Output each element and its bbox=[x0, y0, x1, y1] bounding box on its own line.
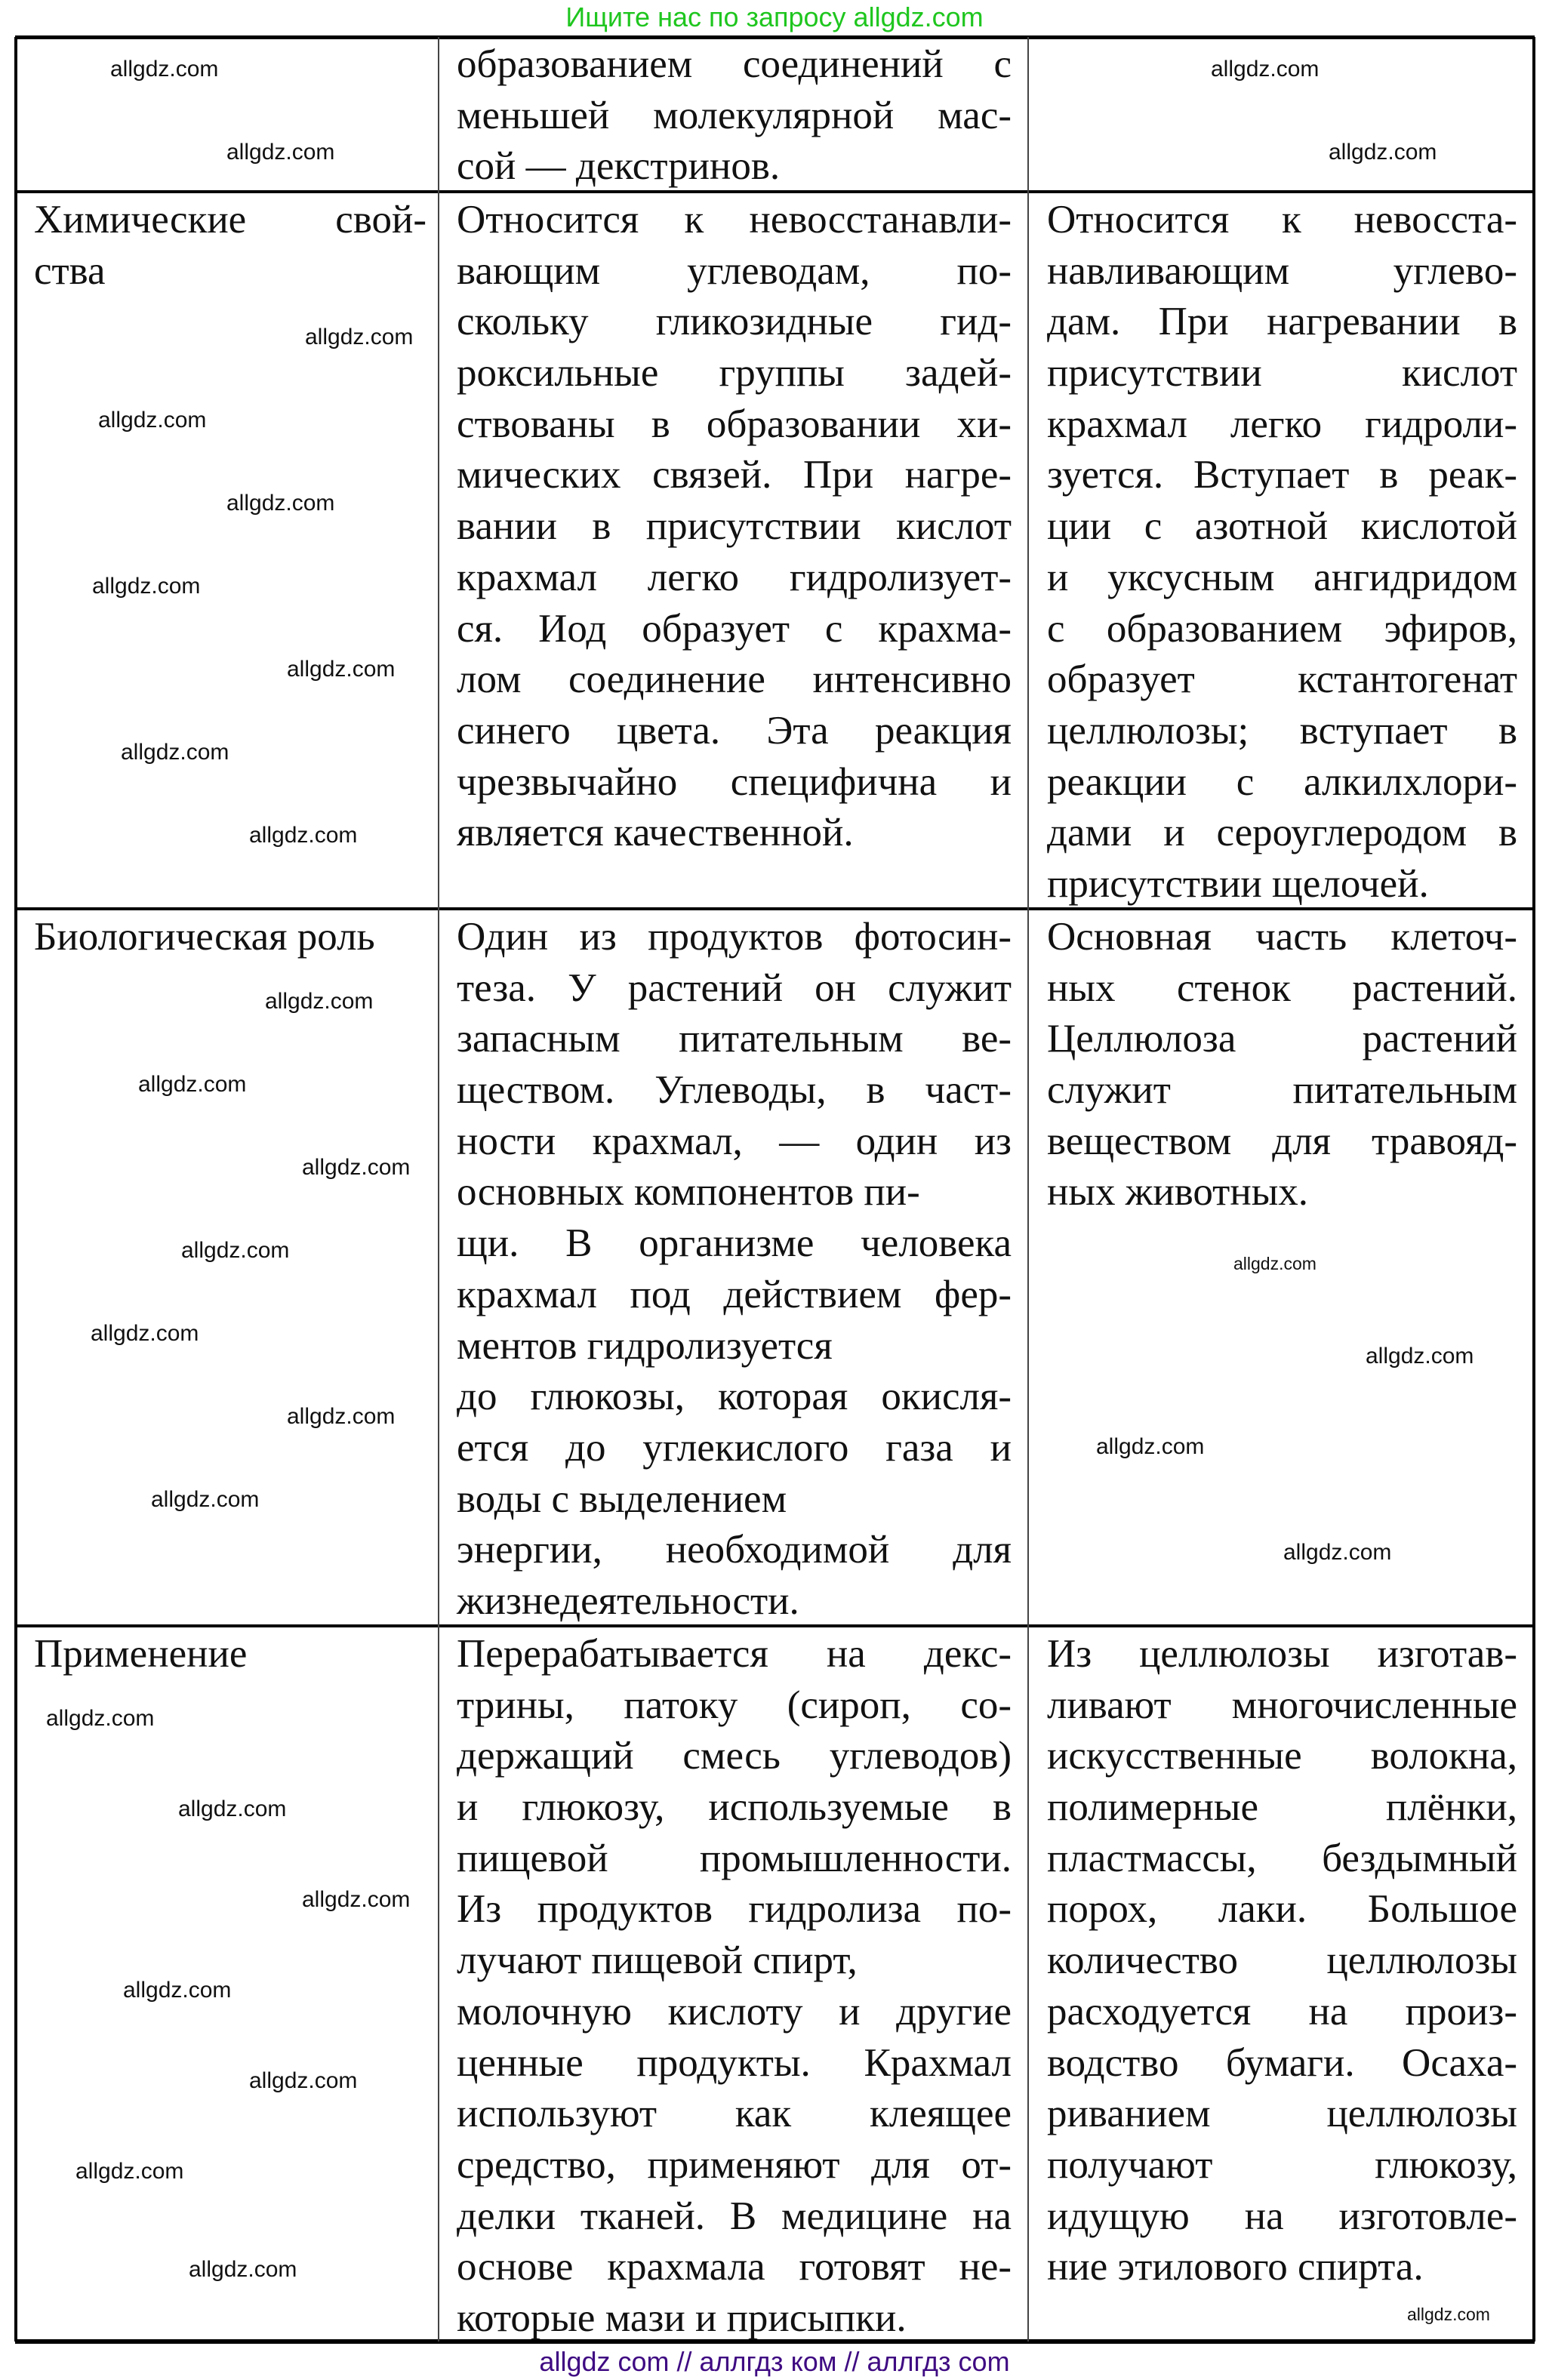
text-line: дами и сероуглеродом в bbox=[1047, 811, 1517, 855]
text-line: целлюлозы; вступает в bbox=[1047, 708, 1517, 753]
watermark: allgdz.com bbox=[92, 574, 201, 599]
text-line: держащий смесь углеводов) bbox=[457, 1734, 1012, 1778]
watermark: allgdz.com bbox=[265, 989, 374, 1014]
text-line: Относится к невосста- bbox=[1047, 198, 1517, 242]
text-line: количество целлюлозы bbox=[1047, 1938, 1517, 1983]
text-line: ности крахмал, — один из bbox=[457, 1119, 1012, 1163]
watermark: allgdz.com bbox=[1329, 140, 1437, 165]
text-line: энергии, необходимой для bbox=[457, 1528, 1012, 1572]
watermark: allgdz.com bbox=[181, 1238, 290, 1263]
text-line: синего цвета. Эта реакция bbox=[457, 708, 1012, 753]
text-line: пищевой промышленности. bbox=[457, 1836, 1012, 1880]
text-line: молочную кислоту и другие bbox=[457, 1989, 1012, 2034]
text-line: реакции с алкилхлори- bbox=[1047, 759, 1517, 804]
watermark: allgdz.com bbox=[98, 408, 207, 433]
text-line: ется до углекислого газа и bbox=[457, 1425, 1012, 1470]
text-line: Применение bbox=[34, 1632, 248, 1676]
text-line: водство бумаги. Осаха- bbox=[1047, 2040, 1517, 2085]
column-divider bbox=[1027, 37, 1029, 2342]
watermark: allgdz.com bbox=[1366, 1344, 1474, 1369]
watermark: allgdz.com bbox=[287, 657, 396, 682]
text-line: порох, лаки. Большое bbox=[1047, 1887, 1517, 1932]
text-line: Из продуктов гидролиза по- bbox=[457, 1887, 1012, 1932]
text-line: ствованы в образовании хи- bbox=[457, 402, 1012, 446]
watermark: allgdz.com bbox=[1096, 1434, 1205, 1459]
watermark: allgdz.com bbox=[302, 1155, 411, 1180]
text-line: вании в присутствии кислот bbox=[457, 504, 1012, 549]
text-line: служит питательным bbox=[1047, 1068, 1517, 1113]
text-line: и уксусным ангидридом bbox=[1047, 555, 1517, 599]
row-label-cell bbox=[34, 912, 427, 963]
text-line: роксильные группы задей- bbox=[457, 351, 1012, 396]
text-line: Относится к невосстанавли- bbox=[457, 198, 1012, 242]
text-line: крахмал под действием фер- bbox=[457, 1272, 1012, 1316]
watermark: allgdz.com bbox=[302, 1887, 411, 1912]
text-line: крахмал легко гидролизует- bbox=[457, 555, 1012, 599]
text-line: трины, патоку (сироп, со- bbox=[457, 1683, 1012, 1727]
text-line: присутствии щелочей. bbox=[1047, 861, 1429, 906]
text-line: делки тканей. В медицине на bbox=[457, 2194, 1012, 2238]
text-line: до глюкозы, которая окисля- bbox=[457, 1375, 1012, 1419]
text-line: ществом. Углеводы, в част- bbox=[457, 1068, 1012, 1113]
column-divider bbox=[438, 37, 439, 2342]
text-line: скольку гликозидные гид- bbox=[457, 300, 1012, 344]
text-line: мических связей. При нагре- bbox=[457, 453, 1012, 497]
text-line: Химические свой- bbox=[34, 198, 427, 242]
row-label-cell bbox=[34, 1629, 427, 1680]
text-line: вающим углеводам, по- bbox=[457, 248, 1012, 293]
text-line: запасным питательным ве- bbox=[457, 1017, 1012, 1061]
watermark: allgdz.com bbox=[287, 1404, 396, 1429]
text-line: является качественной. bbox=[457, 811, 854, 855]
text-line: теза. У растений он служит bbox=[457, 965, 1012, 1010]
text-line: Перерабатывается на декс- bbox=[457, 1632, 1012, 1676]
starch-cell bbox=[457, 195, 1012, 859]
text-line: веществом для травояд- bbox=[1047, 1119, 1517, 1163]
cellulose-cell bbox=[1047, 195, 1517, 910]
text-line: основе крахмала готовят не- bbox=[457, 2245, 1012, 2289]
text-line: воды с выделением bbox=[457, 1476, 787, 1521]
text-line: ментов гидролизуется bbox=[457, 1323, 833, 1368]
text-line: ценные продукты. Крахмал bbox=[457, 2040, 1012, 2085]
watermark: allgdz.com bbox=[226, 491, 335, 516]
watermark: allgdz.com bbox=[189, 2257, 297, 2282]
text-line: ливают многочисленные bbox=[1047, 1683, 1517, 1727]
text-line: Целлюлоза растений bbox=[1047, 1017, 1517, 1061]
text-line: Один из продуктов фотосин- bbox=[457, 915, 1012, 959]
watermark: allgdz.com bbox=[121, 740, 229, 765]
text-line: полимерные плёнки, bbox=[1047, 1785, 1517, 1830]
footer-banner: allgdz com // аллгдз ком // аллгдз com bbox=[539, 2346, 1010, 2377]
text-line: жизнедеятельности. bbox=[457, 1578, 799, 1623]
watermark: allgdz.com bbox=[1283, 1540, 1392, 1565]
text-line: ции с азотной кислотой bbox=[1047, 504, 1517, 549]
text-line: меньшей молекулярной мас- bbox=[457, 93, 1012, 137]
watermark: allgdz.com bbox=[46, 1706, 155, 1731]
starch-cell bbox=[457, 39, 1012, 192]
text-line: чрезвычайно специфична и bbox=[457, 759, 1012, 804]
text-line: с образованием эфиров, bbox=[1047, 606, 1517, 651]
text-line: сой — декстринов. bbox=[457, 144, 781, 189]
text-line: которые мази и присыпки. bbox=[457, 2295, 907, 2340]
text-line: присутствии кислот bbox=[1047, 351, 1517, 396]
text-line: риванием целлюлозы bbox=[1047, 2092, 1517, 2136]
text-line: лом соединение интенсивно bbox=[457, 657, 1012, 702]
text-line: Основная часть клеточ- bbox=[1047, 915, 1517, 959]
text-line: дам. При нагревании в bbox=[1047, 300, 1517, 344]
text-line: зуется. Вступает в реак- bbox=[1047, 453, 1517, 497]
text-line: лучают пищевой спирт, bbox=[457, 1938, 858, 1983]
text-line: ных животных. bbox=[1047, 1170, 1309, 1215]
watermark: allgdz.com bbox=[138, 1072, 247, 1097]
watermark: allgdz.com bbox=[110, 57, 219, 82]
watermark: allgdz.com bbox=[249, 2068, 358, 2093]
table-border-left bbox=[14, 37, 17, 2342]
text-line: образует кстантогенат bbox=[1047, 657, 1517, 702]
text-line: навливающим углево- bbox=[1047, 248, 1517, 293]
row-label-cell bbox=[34, 195, 427, 297]
watermark: allgdz.com bbox=[75, 2159, 184, 2184]
search-banner: Ищите нас по запросу allgdz.com bbox=[565, 2, 984, 32]
text-line: ние этилового спирта. bbox=[1047, 2245, 1424, 2289]
text-line: ся. Иод образует с крахма- bbox=[457, 606, 1012, 651]
table-border-right bbox=[1532, 37, 1535, 2342]
text-line: получают глюкозу, bbox=[1047, 2142, 1517, 2187]
watermark: allgdz.com bbox=[1211, 57, 1320, 82]
text-line: щи. В организме человека bbox=[457, 1221, 1012, 1266]
text-line: ных стенок растений. bbox=[1047, 965, 1517, 1010]
text-line: и глюкозу, используемые в bbox=[457, 1785, 1012, 1830]
text-line: ства bbox=[34, 248, 106, 293]
watermark: allgdz.com bbox=[226, 140, 335, 165]
text-line: образованием соединений с bbox=[457, 42, 1012, 86]
text-line: средство, применяют для от- bbox=[457, 2142, 1012, 2187]
text-line: основных компонентов пи- bbox=[457, 1170, 920, 1215]
watermark: allgdz.com bbox=[1407, 2305, 1490, 2324]
cellulose-cell bbox=[1047, 912, 1517, 1218]
watermark: allgdz.com bbox=[151, 1487, 260, 1512]
watermark: allgdz.com bbox=[249, 823, 358, 848]
watermark: allgdz.com bbox=[178, 1797, 287, 1821]
watermark: allgdz.com bbox=[305, 325, 414, 349]
text-line: Биологическая роль bbox=[34, 915, 375, 959]
cellulose-cell bbox=[1047, 1629, 1517, 2293]
starch-cell bbox=[457, 912, 1012, 1627]
watermark: allgdz.com bbox=[123, 1978, 232, 2003]
text-line: искусственные волокна, bbox=[1047, 1734, 1517, 1778]
text-line: крахмал легко гидроли- bbox=[1047, 402, 1517, 446]
watermark: allgdz.com bbox=[1233, 1254, 1316, 1273]
watermark: allgdz.com bbox=[91, 1321, 199, 1346]
text-line: расходуется на произ- bbox=[1047, 1989, 1517, 2034]
text-line: используют как клеящее bbox=[457, 2092, 1012, 2136]
starch-cell bbox=[457, 1629, 1012, 2345]
text-line: Из целлюлозы изготав- bbox=[1047, 1632, 1517, 1676]
text-line: пластмассы, бездымный bbox=[1047, 1836, 1517, 1880]
text-line: идущую на изготовле- bbox=[1047, 2194, 1517, 2238]
